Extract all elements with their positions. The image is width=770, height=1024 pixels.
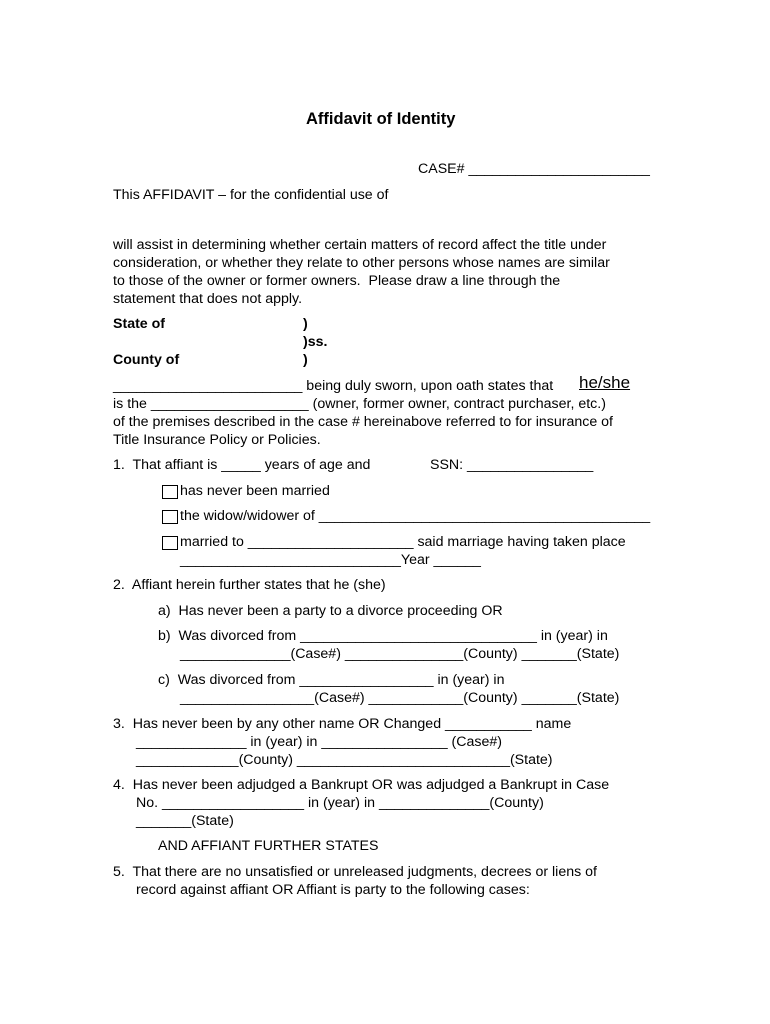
never-married-label: has never been married bbox=[180, 483, 330, 499]
item-4-line-3: _______(State) bbox=[136, 813, 234, 829]
item-2a: a) Has never been a party to a divorce proceeding OR bbox=[158, 603, 503, 619]
purpose-line-3: to those of the owner or former owners. Please draw a line through the bbox=[113, 273, 561, 289]
item-4-line-1: 4. Has never been adjudged a Bankrupt OR was adjudged a Bankrupt in Case bbox=[113, 777, 610, 793]
item-2b-line-1: b) Was divorced from ______________________________ in (year) in bbox=[158, 628, 608, 644]
item-5-line-1: 5. That there are no unsatisfied or unreleased judgments, decrees or liens of bbox=[113, 864, 597, 880]
item-3-line-1: 3. Has never been by any other name OR Changed ___________ name bbox=[113, 716, 572, 732]
venue-ss: )ss. bbox=[303, 334, 328, 350]
purpose-line-1: will assist in determining whether certain matters of record affect the title under bbox=[113, 237, 607, 253]
venue-paren-3: ) bbox=[303, 352, 308, 368]
document-title: Affidavit of Identity bbox=[306, 110, 456, 128]
never-married-checkbox[interactable] bbox=[162, 485, 178, 499]
married-label-1: married to _____________________ said marriage having taken place bbox=[180, 534, 626, 550]
intro-text: This AFFIDAVIT – for the confidential use of bbox=[113, 187, 389, 203]
purpose-line-2: consideration, or whether they relate to other persons whose names are similar bbox=[113, 255, 610, 271]
he-she-entry: he/she bbox=[579, 373, 631, 392]
item-2b-line-2: ______________(Case#) _______________(County) _______(State) bbox=[180, 646, 620, 662]
sworn-line-4: Title Insurance Policy or Policies. bbox=[113, 432, 321, 448]
county-of-label: County of bbox=[113, 352, 180, 368]
state-of-label: State of bbox=[113, 316, 166, 332]
widow-checkbox[interactable] bbox=[162, 510, 178, 524]
item-2c-line-1: c) Was divorced from _________________ in (year) in bbox=[158, 672, 505, 688]
purpose-line-4: statement that does not apply. bbox=[113, 291, 303, 307]
item-5-line-2: record against affiant OR Affiant is party to the following cases: bbox=[136, 882, 530, 898]
further-states-heading: AND AFFIANT FURTHER STATES bbox=[158, 838, 379, 854]
item-4-line-2: No. __________________ in (year) in ______________(County) bbox=[136, 795, 544, 811]
widow-label: the widow/widower of __________________________________________ bbox=[180, 508, 651, 524]
sworn-line-2: is the ____________________ (owner, former owner, contract purchaser, etc.) bbox=[113, 396, 606, 412]
item-3-line-2: ______________ in (year) in ________________ (Case#) bbox=[136, 734, 503, 750]
venue-paren-1: ) bbox=[303, 316, 308, 332]
item-2-text: 2. Affiant herein further states that he (she) bbox=[113, 577, 386, 593]
item-3-line-3: _____________(County) ___________________________(State) bbox=[136, 752, 553, 768]
married-checkbox[interactable] bbox=[162, 536, 178, 550]
item-1-text: 1. That affiant is _____ years of age and bbox=[113, 457, 371, 473]
sworn-line-3: of the premises described in the case # hereinabove referred to for insurance of bbox=[113, 414, 613, 430]
ssn-line: SSN: ________________ bbox=[430, 457, 594, 473]
married-label-2: ____________________________Year ______ bbox=[180, 552, 481, 568]
sworn-line-1: ________________________ being duly sworn, upon oath states that bbox=[113, 378, 554, 394]
item-2c-line-2: _________________(Case#) ____________(County) _______(State) bbox=[180, 690, 620, 706]
case-number-line: CASE# _______________________ bbox=[418, 161, 650, 177]
